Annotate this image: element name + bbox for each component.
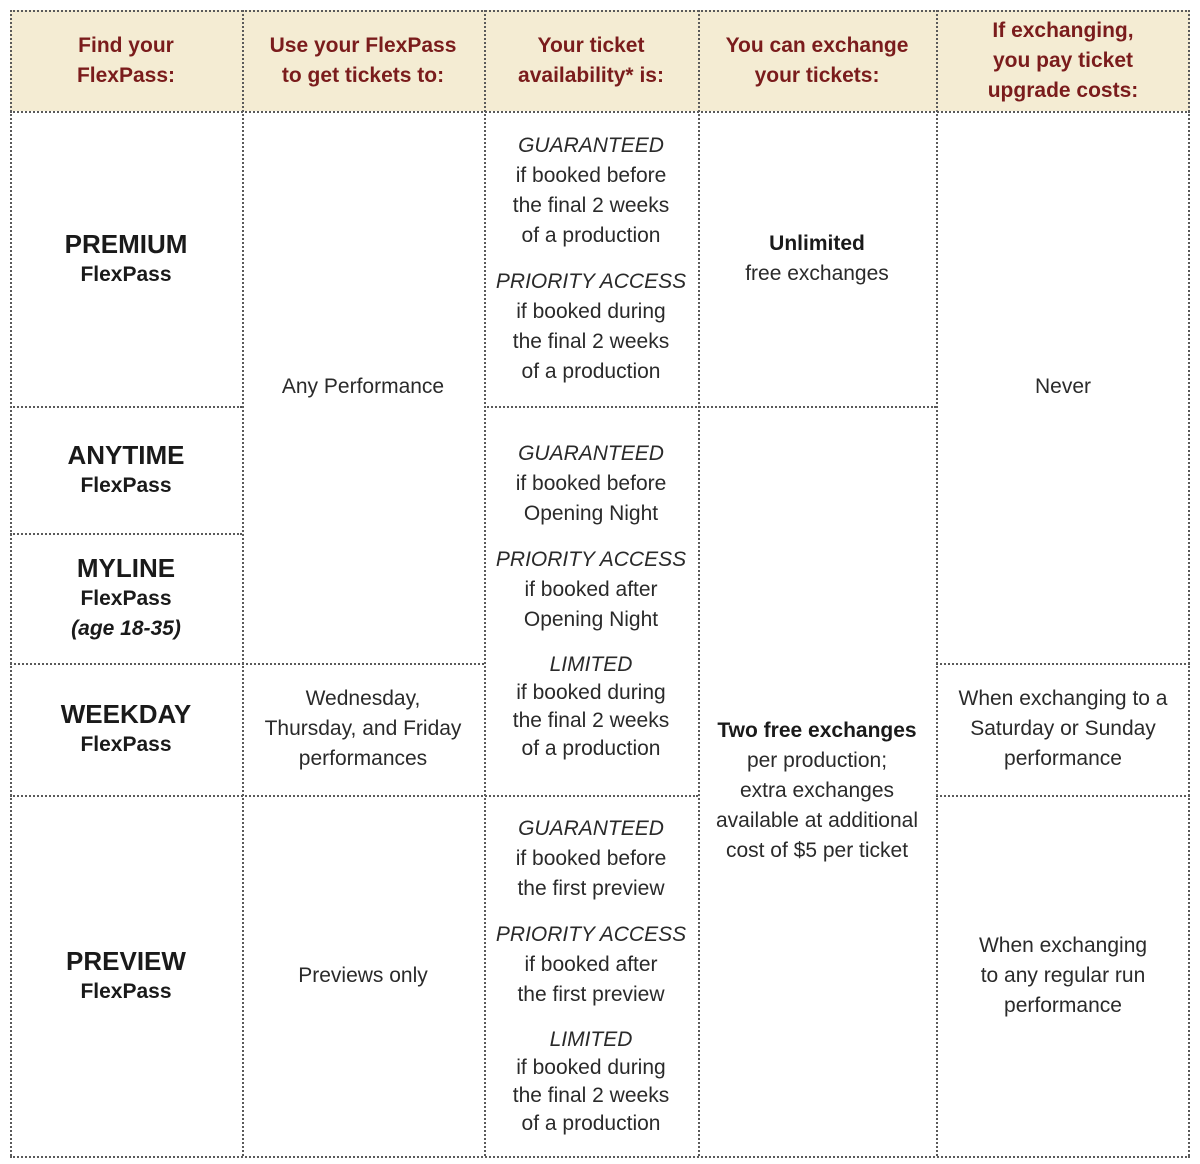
availability-group bbox=[513, 131, 669, 251]
availability-line: of a production bbox=[521, 223, 661, 247]
header-line: upgrade costs: bbox=[987, 78, 1139, 102]
upgrade-line: performance bbox=[1004, 747, 1122, 770]
availability-label: LIMITED bbox=[549, 652, 633, 676]
availability-label: LIMITED bbox=[549, 1027, 633, 1051]
header-ticket-availability bbox=[484, 10, 698, 111]
availability-line: the first preview bbox=[517, 876, 665, 900]
pass-sub: FlexPass bbox=[80, 587, 172, 610]
upgrade-line: Saturday or Sunday bbox=[970, 717, 1156, 740]
availability-premium bbox=[484, 111, 698, 406]
availability-line: the final 2 weeks bbox=[512, 708, 670, 732]
availability-label: PRIORITY ACCESS bbox=[495, 547, 687, 571]
header-line: You can exchange bbox=[725, 33, 909, 57]
upgrade-line: performance bbox=[1004, 993, 1122, 1017]
header-upgrade-costs bbox=[936, 10, 1190, 111]
availability-line: of a production bbox=[521, 736, 661, 760]
pass-name: PREVIEW bbox=[66, 945, 186, 976]
table-border-right bbox=[1188, 10, 1190, 1156]
availability-line: if booked during bbox=[516, 1055, 666, 1079]
pass-sub: FlexPass bbox=[80, 733, 172, 756]
row-divider bbox=[10, 795, 698, 797]
use-preview bbox=[242, 795, 484, 1156]
availability-line: if booked before bbox=[515, 846, 667, 870]
availability-line: the final 2 weeks bbox=[512, 193, 670, 217]
column-divider bbox=[484, 10, 486, 1156]
availability-line: the final 2 weeks bbox=[512, 329, 670, 353]
upgrade-line: When exchanging to a bbox=[958, 687, 1168, 710]
table-border-bottom bbox=[10, 1156, 1190, 1158]
header-exchange bbox=[698, 10, 936, 111]
table-border-left bbox=[10, 10, 12, 1156]
availability-group bbox=[496, 920, 686, 1010]
exchange-others bbox=[698, 406, 936, 1156]
availability-line: Opening Night bbox=[523, 501, 659, 525]
column-divider bbox=[698, 10, 700, 1156]
availability-label: GUARANTEED bbox=[518, 133, 664, 157]
availability-group bbox=[516, 814, 667, 904]
upgrade-weekday bbox=[936, 663, 1190, 795]
availability-group bbox=[513, 651, 669, 763]
pass-name: ANYTIME bbox=[67, 439, 185, 470]
exchange-bold: Unlimited bbox=[769, 231, 865, 255]
availability-label: PRIORITY ACCESS bbox=[495, 922, 687, 946]
availability-middle bbox=[484, 406, 698, 795]
availability-line: of a production bbox=[521, 359, 661, 383]
exchange-line: available at additional bbox=[716, 809, 918, 832]
header-line: availability* is: bbox=[518, 63, 664, 87]
pass-sub: FlexPass bbox=[80, 979, 172, 1003]
row-divider bbox=[936, 663, 1190, 665]
header-divider bbox=[10, 111, 1190, 113]
availability-line: Opening Night bbox=[523, 607, 659, 631]
availability-group bbox=[516, 439, 667, 529]
row-divider bbox=[484, 406, 936, 408]
use-text: Previews only bbox=[298, 963, 428, 987]
availability-group bbox=[513, 1026, 669, 1138]
exchange-line: cost of $5 per ticket bbox=[725, 839, 909, 862]
pass-myline bbox=[10, 533, 242, 663]
availability-preview bbox=[484, 795, 698, 1156]
header-line: to get tickets to: bbox=[281, 63, 445, 87]
availability-group bbox=[496, 545, 686, 635]
availability-line: of a production bbox=[521, 1111, 661, 1135]
use-weekday bbox=[242, 663, 484, 795]
availability-group bbox=[496, 267, 686, 387]
upgrade-line: When exchanging bbox=[978, 933, 1148, 957]
upgrade-text: Never bbox=[1034, 375, 1092, 398]
availability-label: GUARANTEED bbox=[518, 816, 664, 840]
pass-weekday bbox=[10, 663, 242, 795]
header-line: FlexPass: bbox=[76, 63, 176, 87]
availability-label: GUARANTEED bbox=[518, 441, 664, 465]
upgrade-line: to any regular run bbox=[980, 963, 1146, 987]
column-divider bbox=[242, 10, 244, 1156]
header-line: Use your FlexPass bbox=[269, 33, 457, 57]
pass-age-note: (age 18-35) bbox=[71, 617, 181, 640]
pass-premium bbox=[10, 111, 242, 406]
use-line: Thursday, and Friday bbox=[264, 717, 462, 740]
pass-name: WEEKDAY bbox=[60, 699, 192, 729]
header-line: your tickets: bbox=[754, 63, 880, 87]
exchange-line: free exchanges bbox=[745, 261, 889, 285]
pass-name: PREMIUM bbox=[64, 228, 188, 259]
exchange-premium bbox=[698, 111, 936, 406]
exchange-bold: Two free exchanges bbox=[717, 719, 917, 742]
upgrade-never bbox=[936, 111, 1190, 663]
column-divider bbox=[936, 10, 938, 1156]
upgrade-preview bbox=[936, 795, 1190, 1156]
row-divider bbox=[10, 406, 242, 408]
availability-line: if booked during bbox=[516, 680, 666, 704]
availability-line: if booked after bbox=[524, 952, 658, 976]
use-line: performances bbox=[298, 747, 428, 770]
availability-line: the first preview bbox=[517, 982, 665, 1006]
use-text: Any Performance bbox=[281, 375, 445, 398]
row-divider bbox=[10, 663, 484, 665]
row-divider bbox=[10, 533, 242, 535]
use-line: Wednesday, bbox=[305, 687, 421, 710]
exchange-line: per production; bbox=[746, 749, 888, 772]
exchange-line: extra exchanges bbox=[739, 779, 895, 802]
availability-line: if booked before bbox=[515, 471, 667, 495]
header-line: you pay ticket bbox=[992, 48, 1134, 72]
header-line: Find your bbox=[78, 33, 174, 57]
header-use-flexpass bbox=[242, 10, 484, 111]
row-divider bbox=[936, 795, 1190, 797]
pass-sub: FlexPass bbox=[80, 473, 172, 497]
use-any-performance bbox=[242, 111, 484, 663]
availability-line: if booked before bbox=[515, 163, 667, 187]
availability-line: if booked after bbox=[524, 577, 658, 601]
header-line: If exchanging, bbox=[992, 18, 1134, 42]
pass-preview bbox=[10, 795, 242, 1156]
availability-label: PRIORITY ACCESS bbox=[495, 269, 687, 293]
header-line: Your ticket bbox=[537, 33, 645, 57]
header-find-flexpass bbox=[10, 10, 242, 111]
availability-line: the final 2 weeks bbox=[512, 1083, 670, 1107]
table-border-top bbox=[10, 10, 1190, 12]
pass-sub: FlexPass bbox=[80, 262, 172, 286]
pass-name: MYLINE bbox=[76, 553, 176, 583]
pass-anytime bbox=[10, 406, 242, 533]
availability-line: if booked during bbox=[516, 299, 666, 323]
